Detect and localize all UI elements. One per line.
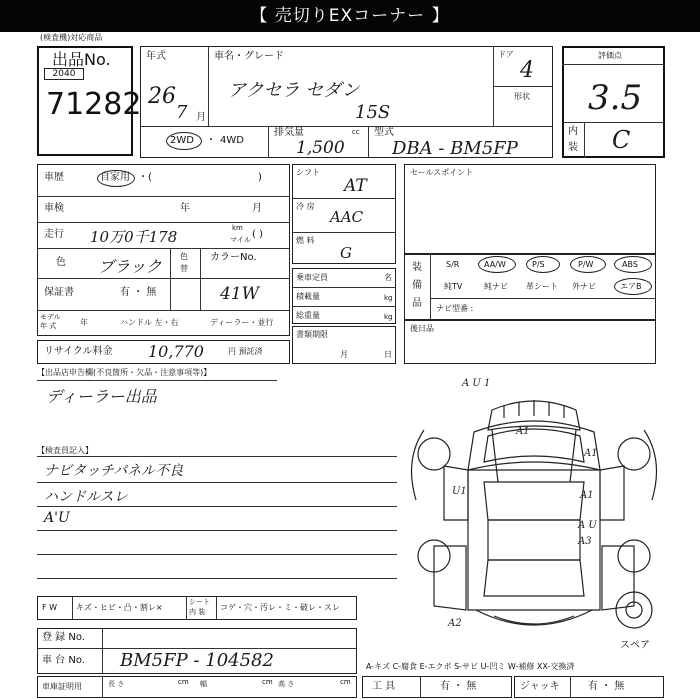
drive-sep: ・ — [206, 135, 216, 146]
cert-length-unit: cm — [178, 678, 189, 686]
equip-navi-model: ナビ型番 : — [436, 304, 474, 313]
year-label: 年式 — [146, 51, 166, 62]
recycle-unit: 円 預託済 — [228, 347, 263, 356]
model-code-label: 型式 — [374, 127, 394, 138]
score-label: 評価点 — [598, 51, 622, 60]
equip-label-1: 装 — [412, 262, 422, 273]
cert-height-unit: cm — [340, 678, 351, 686]
warranty-label: 保証書 — [44, 287, 74, 298]
warranty-options: 有 ・ 無 — [120, 287, 157, 298]
displacement-label: 排気量 — [274, 127, 304, 138]
equip-label-2: 備 — [412, 280, 422, 291]
mileage-label: 走行 — [44, 229, 64, 240]
equip-leather: 革シート — [526, 282, 558, 291]
inspector-line-1: ナビタッチパネル不良 — [44, 463, 184, 479]
diagram-mark-3: A1 — [584, 448, 598, 459]
interior-label-1: 内 — [568, 126, 578, 137]
model-row-handle: ハンドル 左・右 — [120, 318, 179, 327]
model-row-a2: 年 式 — [40, 322, 57, 330]
interior-value: C — [612, 126, 631, 154]
capacity-unit: 名 — [384, 273, 392, 282]
cert-width-unit: cm — [262, 678, 273, 686]
equip-tv: 純TV — [444, 282, 463, 291]
color-change-2: 替 — [180, 264, 188, 273]
model-row-a1: モデル — [40, 313, 61, 321]
diagram-mark-1: A U 1 — [462, 378, 491, 389]
fuel-label: 燃 料 — [296, 236, 315, 245]
history-label: 車歴 — [44, 172, 64, 183]
inspection-year: 年 — [180, 203, 190, 214]
displacement-unit: cc — [352, 128, 360, 136]
displacement-value: 1,500 — [296, 138, 345, 158]
shape-label: 形状 — [514, 92, 530, 101]
diagram-mark-4: U1 — [452, 486, 467, 497]
diagram-mark-5: A1 — [580, 490, 594, 501]
sales-point-label: セールスポイント — [410, 168, 474, 177]
jack-options: 有 ・ 無 — [588, 681, 625, 692]
lot-label: 出品No. — [52, 50, 111, 69]
equip-ps: P/S — [532, 260, 545, 269]
rear-items-label: 後日品 — [410, 324, 434, 333]
color-value: ブラック — [98, 257, 162, 276]
seller-notes-text: ディーラー出品 — [46, 387, 157, 406]
inspector-label: 【検査員記入】 — [37, 446, 93, 455]
shift-label: シフト — [296, 168, 320, 177]
registration-label: 登 録 No. — [42, 632, 85, 643]
seat-label-2: 内 装 — [189, 608, 206, 616]
cert-width: 幅 — [200, 680, 207, 688]
seat-label-1: シート — [189, 598, 210, 606]
chassis-value: BM5FP - 104582 — [120, 650, 274, 671]
tools-label: 工 具 — [372, 681, 396, 692]
lot-sub-number: 2040 — [44, 68, 84, 80]
car-damage-diagram — [404, 370, 664, 660]
rear-items-box — [404, 320, 656, 364]
cert-row — [37, 676, 357, 698]
equip-navi: 純ナビ — [484, 282, 508, 291]
equip-ext-navi: 外ナビ — [572, 282, 596, 291]
seat-items: コゲ・穴・汚レ・ミ・破レ・スレ — [220, 603, 340, 612]
load-label: 積載量 — [296, 292, 320, 301]
inspection-label: 車検 — [44, 203, 64, 214]
inspector-line-2: ハンドルスレ — [44, 489, 128, 505]
mileage-value: 10万0千178 — [90, 228, 178, 246]
weight-unit: kg — [384, 313, 393, 321]
shift-value: AT — [344, 176, 367, 196]
spare-label: スペア — [620, 640, 650, 651]
color-change-1: 色 — [180, 252, 188, 261]
deadline-day: 日 — [384, 350, 392, 359]
recycle-label: リサイクル料金 — [44, 346, 113, 357]
year-value: 26 — [148, 84, 176, 109]
history-opt2: ・( — [138, 172, 152, 183]
model-code-value: DBA - BM5FP — [392, 138, 518, 159]
diagram-mark-7: A3 — [578, 536, 592, 547]
inspector-line-3: A'U — [44, 510, 70, 526]
recycle-value: 10,770 — [148, 342, 204, 361]
deadline-month: 月 — [340, 350, 348, 359]
month-value: 7 — [176, 102, 188, 123]
fw-items: キズ・ヒビ・凸・割レ× — [76, 603, 163, 612]
mileage-unit-km: km — [232, 224, 243, 232]
diagram-mark-8: A2 — [448, 618, 462, 629]
cert-label: 車庫証明用 — [42, 682, 82, 691]
damage-legend: A-キズ C-腐食 E-エクボ S-サビ U-凹ミ W-補修 XX-交換済 — [366, 662, 575, 671]
interior-label-2: 装 — [568, 142, 578, 153]
month-unit: 月 — [196, 112, 206, 123]
grade-value: 15S — [355, 102, 391, 123]
door-label: ドア — [498, 50, 514, 59]
diagram-mark-6: A U — [578, 520, 597, 531]
color-label: 色 — [56, 257, 66, 268]
equip-airbag: エアB — [620, 282, 642, 291]
fuel-value: G — [340, 244, 352, 262]
mileage-paren: ( ) — [252, 229, 263, 240]
weight-label: 総重量 — [296, 311, 320, 320]
cert-length: 長 さ — [108, 680, 125, 688]
history-opt1: 自家用 — [100, 172, 130, 183]
jack-label: ジャッキ — [520, 681, 560, 692]
score-value: 3.5 — [588, 78, 643, 118]
lot-number: 71282 — [46, 87, 142, 122]
model-row-year: 年 — [80, 318, 88, 327]
car-name-value: アクセラ セダン — [228, 80, 360, 101]
model-row-dealer: ディーラー・並行 — [210, 318, 274, 327]
fw-label: F W — [42, 603, 58, 612]
chassis-label: 車 台 No. — [42, 655, 85, 666]
car-name-label: 車名・グレード — [214, 51, 284, 62]
equip-sr: S/R — [446, 260, 460, 269]
load-unit: kg — [384, 294, 393, 302]
tools-options: 有 ・ 無 — [440, 681, 477, 692]
equip-label-3: 品 — [412, 298, 422, 309]
top-note: (検査機)対応商品 — [40, 33, 103, 42]
aircon-label: 冷 房 — [296, 202, 315, 211]
deadline-label: 書類期限 — [296, 330, 328, 339]
drive-2wd: 2WD — [170, 135, 194, 146]
inspection-month: 月 — [252, 203, 262, 214]
mileage-unit-mile: マイル — [230, 236, 251, 244]
banner-title: 【 売切りEXコーナー 】 — [0, 0, 700, 32]
equip-abs: ABS — [622, 260, 638, 269]
capacity-label: 乗車定員 — [296, 273, 328, 282]
door-value: 4 — [520, 58, 534, 83]
aircon-value: AAC — [330, 208, 364, 226]
cert-height: 高 さ — [278, 680, 295, 688]
colorno-label: カラーNo. — [210, 252, 257, 263]
history-close: ) — [258, 172, 262, 183]
equip-pw: P/W — [578, 260, 594, 269]
seller-notes-label: 【出品店申告欄(不良箇所・欠品・注意事項等)】 — [37, 368, 212, 377]
drive-4wd: 4WD — [220, 135, 244, 146]
equip-aw: AA/W — [484, 260, 506, 269]
colorno-value: 41W — [220, 284, 260, 304]
diagram-mark-2: A1 — [516, 426, 530, 437]
